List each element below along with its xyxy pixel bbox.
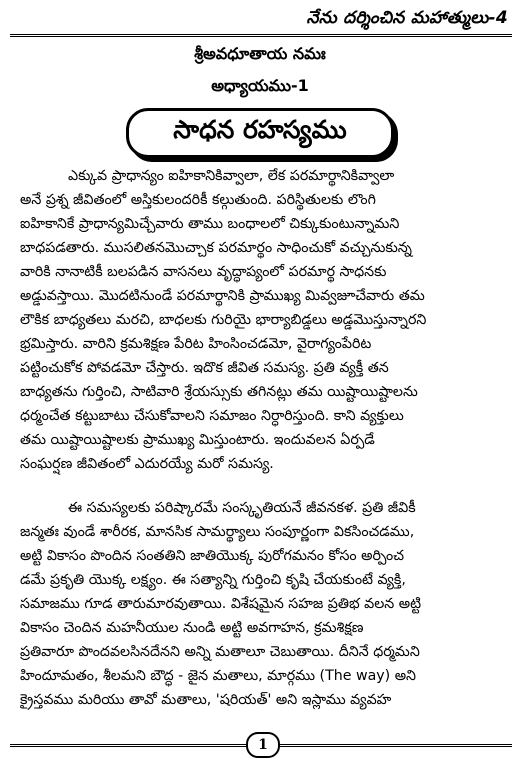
text-line: అనే ప్రశ్న జీవితంలో అస్తికులందరికీ కల్గుతుంది. పరిస్థితులకు లొంగి (20, 192, 376, 208)
text-line: భ్రమిస్తారు. వారిని క్రమశిక్షణ పేరిట హింసించడమో, వైరాగ్యంపేరిట (20, 336, 372, 352)
invocation-line: శ్రీఅవధూతాయ నమః (194, 44, 326, 63)
text-line: ఐహికానికే ప్రాధాన్యమిచ్చేవారు తాము బంధాలలో చిక్కుకుంటున్నామని (20, 216, 400, 232)
page-number: 1 (246, 732, 280, 758)
text-line: బాధ్యతను గుర్తించి, సాటివారి శ్రేయస్సుకు తగినట్లు తమ యిష్టాయిష్టాలను (20, 384, 418, 400)
text-line: క్రైస్తవము మరియు తావో మతాలు, 'షరియత్' అని ఇస్లాము వ్యవహ (20, 692, 392, 708)
paragraph (20, 164, 504, 476)
text-line: సమాజము గూడ తారుమారవుతాయి. విశేషమైన సహజ ప్రతిభ వలన అట్టి (20, 596, 422, 612)
text-line: వారికి నానాటికీ బలపడిన వాసనలు వృద్ధాప్యంలో పరమార్థ సాధనకు (20, 264, 387, 280)
text-line: అట్టి వికాసం పొందిన సంతతిని జాతియొక్క పురోగమనం కోసం అర్పించ (20, 548, 404, 564)
text-line: ఎక్కువ ప్రాధాన్యం ఐహికానికివ్వాలా, లేక పరమార్థానికివ్వాలా (68, 168, 395, 184)
text-line: ప్రతివారూ పొందవలసినదేనని అన్ని మతాలూ చెబుతాయి. దీనినే ధర్మమని (20, 644, 420, 660)
running-header (10, 8, 512, 37)
chapter-title: సాధన రహస్యము (173, 115, 347, 144)
text-line: ధర్మంచేత కట్టుబాటు చేసుకోవాలని సమాజం నిర్ధారిస్తుంది. కాని వ్యక్తులు (20, 408, 404, 424)
body-text (20, 164, 504, 712)
paragraph (20, 496, 504, 712)
chapter-heading: అధ్యాయము-1 (211, 76, 309, 95)
text-line: లౌకిక బాధ్యతలు మరచి, బాధలకు గురియై భార్యాబిడ్డలు అడ్డమొస్తున్నారని (20, 312, 427, 328)
text-line: వికాసం చెందిన మహనీయుల నుండి అట్టి అవగాహన, క్రమశిక్షణ (20, 620, 364, 636)
text-line: హిందూమతం, శీలమని బౌద్ధ - జైన మతాలు, మార్గము (The way) అని (20, 668, 417, 684)
page-footer (10, 734, 512, 754)
text-line: అడ్డువస్తాయి. మొదటినుండే పరమార్థానికి ప్రాముఖ్య మివ్వజూచేవారు తమ (20, 288, 425, 304)
text-line: బాధపడతారు. ముసలితనమొచ్చాక పరమార్థం సాధించుకో వచ్చునుకున్న (20, 240, 412, 256)
text-line: డమే ప్రకృతి యొక్క లక్ష్యం. ఈ సత్యాన్ని గుర్తించి కృషి చేయకుంటే వ్యక్తి, (20, 572, 406, 588)
text-line: సంఘర్షణ జీవితంలో ఎదురయ్యే మరో సమస్య. (20, 456, 274, 472)
chapter-title-box (126, 108, 394, 158)
text-line: పట్టించుకోక పోవడమో చేస్తారు. ఇదొక జీవిత సమస్య. ప్రతి వ్యక్తీ తన (20, 360, 389, 376)
text-line: జన్మతః వుండే శారీరక, మానసిక సామర్థ్యాలు సంపూర్ణంగా వికసించడము, (20, 524, 415, 540)
running-title: నేను దర్శించిన మహాత్ములు-4 (306, 8, 508, 28)
text-line: ఈ సమస్యలకు పరిష్కారమే సంస్కృతియనే జీవనకళ. ప్రతి జీవికీ (68, 500, 416, 516)
text-line: తమ యిష్టాయిష్టాలకు ప్రాముఖ్య మిస్తుంటారు. ఇందువలన ఏర్పడే (20, 432, 375, 448)
